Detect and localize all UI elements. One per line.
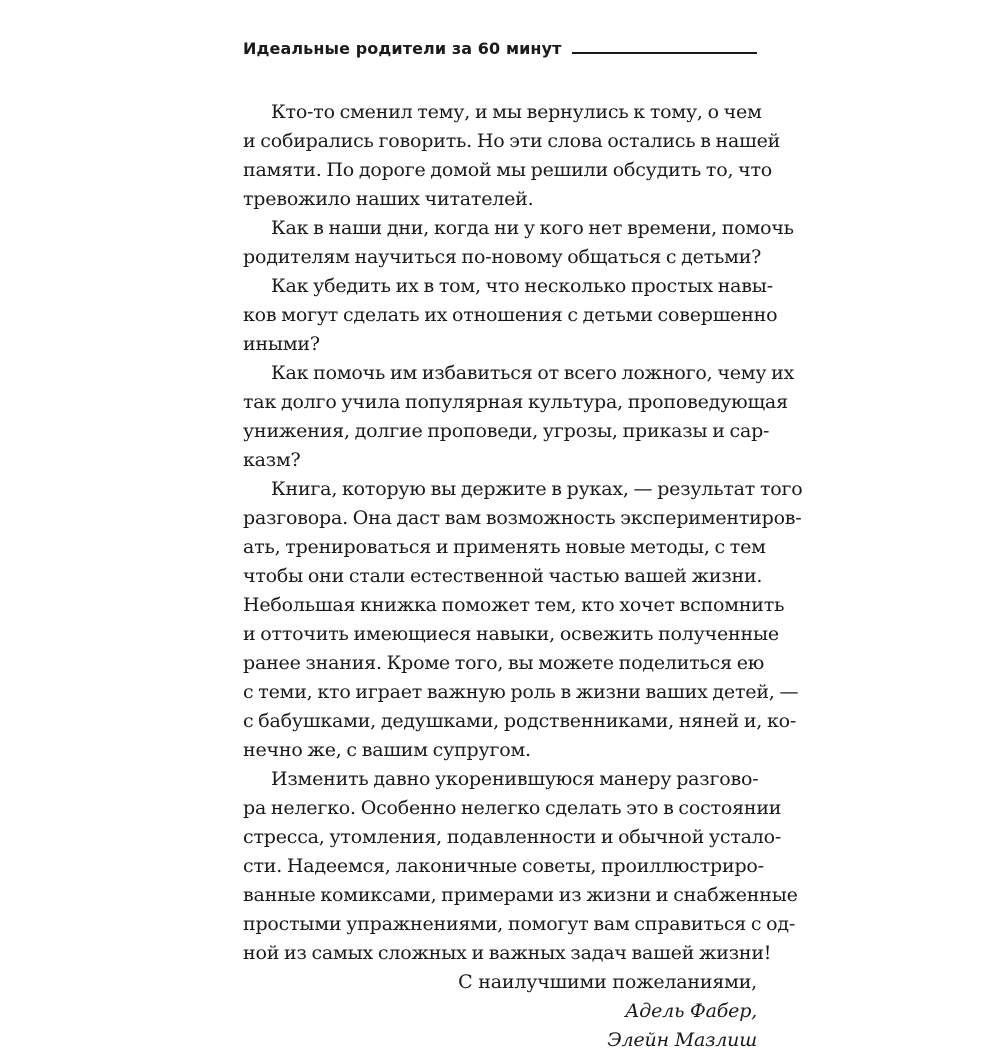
author-name: Адель Фабер,	[625, 1000, 757, 1022]
text-line: Книга, которую вы держите в руках, — результат того	[271, 478, 803, 500]
text-line: Как помочь им избавиться от всего ложного, чему их	[271, 362, 795, 384]
text-line: разговора. Она даст вам возможность экспериментиров-	[243, 507, 802, 529]
text-line: тревожило наших читателей.	[243, 188, 534, 210]
text-line: и отточить имеющиеся навыки, освежить полученные	[243, 623, 779, 645]
text-line: чтобы они стали естественной частью вашей жизни.	[243, 565, 763, 587]
text-line: Как в наши дни, когда ни у кого нет времени, помочь	[271, 217, 794, 239]
text-line: ной из самых сложных и важных задач вашей жизни!	[243, 942, 772, 964]
text-body	[243, 98, 803, 1055]
text-line: родителям научиться по-новому общаться с детьми?	[243, 246, 762, 268]
text-line: Как убедить их в том, что несколько простых навы-	[271, 275, 773, 297]
text-line: казм?	[243, 449, 301, 471]
text-line: памяти. По дороге домой мы решили обсудить то, что	[243, 159, 773, 181]
text-line: ать, тренироваться и применять новые методы, с тем	[243, 536, 766, 558]
text-line: ков могут сделать их отношения с детьми совершенно	[243, 304, 778, 326]
header-rule	[572, 52, 758, 54]
paragraph	[243, 359, 795, 475]
paragraph	[243, 98, 781, 214]
signature-block	[243, 968, 757, 1055]
text-line: стресса, утомления, подавленности и обычной устало-	[243, 826, 782, 848]
text-line: простыми упражнениями, помогут вам справиться с од-	[243, 913, 796, 935]
paragraph	[243, 765, 798, 968]
text-line: так долго учила популярная культура, проповедующая	[243, 391, 788, 413]
text-line: Кто-то сменил тему, и мы вернулись к тому, о чем	[271, 101, 762, 123]
paragraph	[243, 214, 794, 272]
text-line: и собирались говорить. Но эти слова остались в нашей	[243, 130, 781, 152]
paragraph	[243, 272, 778, 359]
paragraph	[243, 475, 803, 765]
text-line: Небольшая книжка поможет тем, кто хочет вспомнить	[243, 594, 785, 616]
text-line: унижения, долгие проповеди, угрозы, приказы и сар-	[243, 420, 770, 442]
running-header-title: Идеальные родители за 60 минут	[243, 38, 562, 58]
text-line: с теми, кто играет важную роль в жизни ваших детей, —	[243, 681, 799, 703]
text-line: ванные комиксами, примерами из жизни и снабженные	[243, 884, 798, 906]
text-line: с бабушками, дедушками, родственниками, няней и, ко-	[243, 710, 797, 732]
text-line: ра нелегко. Особенно нелегко сделать это в состоянии	[243, 797, 782, 819]
closing-line: С наилучшими пожеланиями,	[458, 971, 757, 993]
text-line: Изменить давно укоренившуюся манеру разгово-	[271, 768, 759, 790]
text-line: нечно же, с вашим супругом.	[243, 739, 531, 761]
text-line: иными?	[243, 333, 320, 355]
text-line: ранее знания. Кроме того, вы можете поделиться ею	[243, 652, 765, 674]
text-line: сти. Надеемся, лаконичные советы, проиллюстриро-	[243, 855, 764, 877]
running-header	[243, 36, 757, 60]
author-name: Элейн Мазлиш	[607, 1029, 757, 1051]
